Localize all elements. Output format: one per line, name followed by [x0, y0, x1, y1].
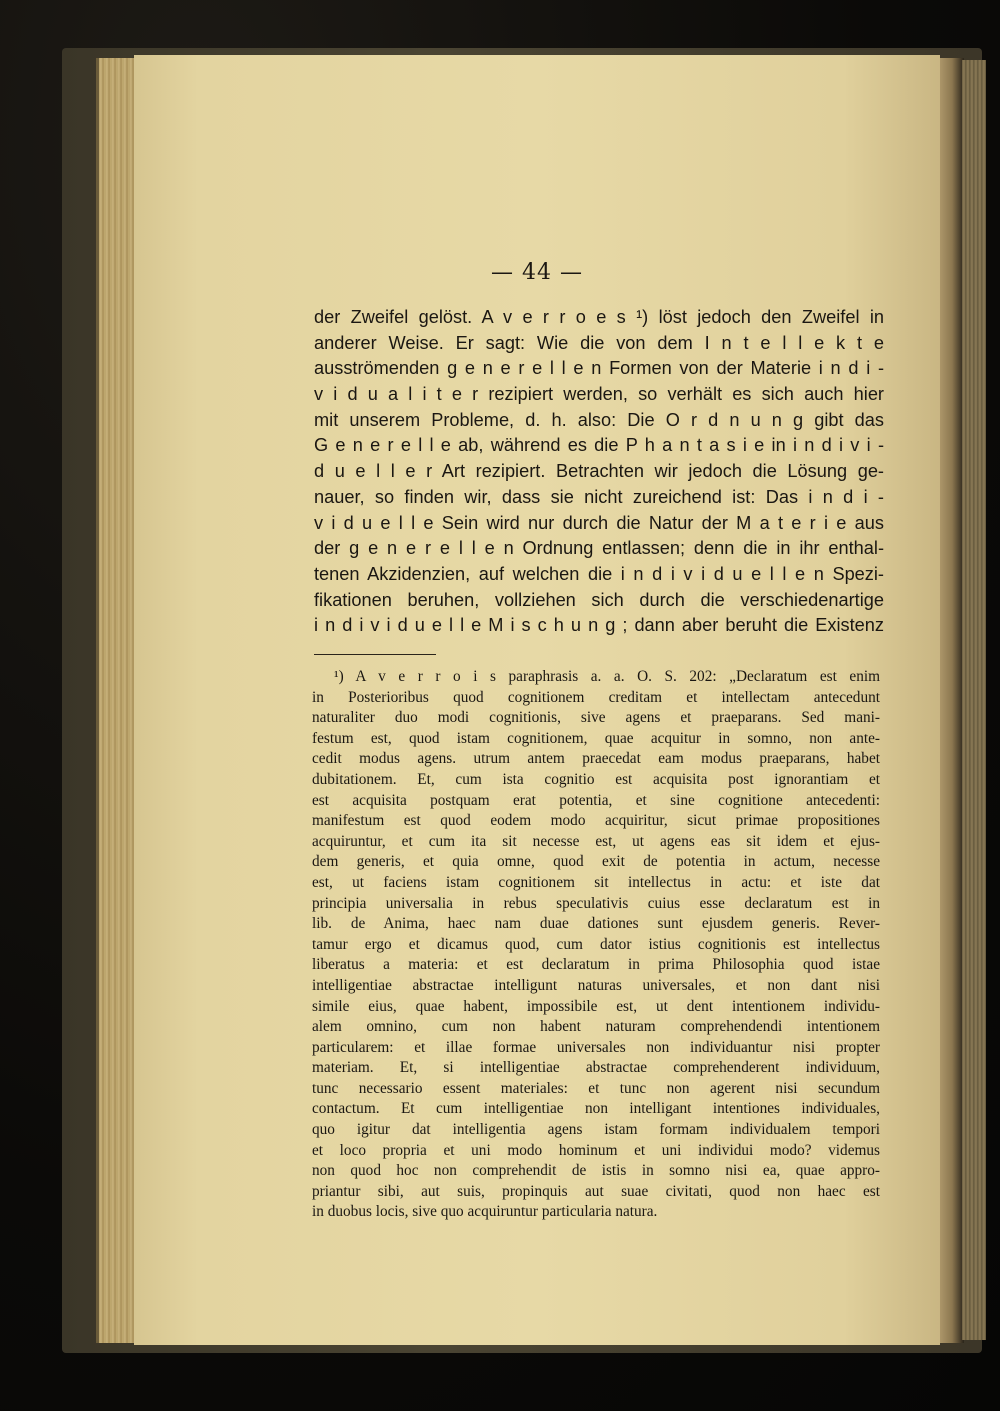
footnote-line: naturaliter duo modi cognitionis, sive agens et praeparans. Sed mani-: [312, 709, 880, 727]
footnote-line: dem generis, et quia omne, quod exit de potentia in actum, necesse: [312, 853, 880, 871]
page-number: — 44 —: [491, 260, 583, 285]
footnote-line: particularem: et illae formae universales non individuantur nisi propter: [312, 1038, 880, 1056]
footnote: [312, 667, 880, 1223]
footnote-line: et loco propria et uni modo hominum et uni individui modo? videmus: [312, 1141, 880, 1159]
text-line: der Zweifel gelöst. A v e r r o e s ¹) löst jedoch den Zweifel in: [314, 307, 884, 327]
footnote-line: priantur sibi, aut suis, propinquis aut suae civitati, quod non haec est: [312, 1182, 880, 1200]
footnote-line: est, ut faciens istam cognitionem sit intellectus in actu: et iste dat: [312, 873, 880, 891]
text-line: v i d u e l l e Sein wird nur durch die Natur der M a t e r i e aus: [314, 512, 884, 533]
footnote-line: ¹) A v e r r o i s paraphrasis a. a. O. S. 202: „Declaratum est enim: [334, 668, 880, 685]
footnote-line: principia universalia in rebus speculativis cuius esse declaratum est in: [312, 894, 880, 912]
page-edges-right: [962, 60, 986, 1340]
text-line: tenen Akzidenzien, auf welchen die i n d i v i d u e l l e n Spezi-: [314, 563, 884, 584]
footnote-line: materiam. Et, si intelligentiae abstractae comprehenderent individuum,: [312, 1059, 880, 1077]
text-line: v i d u a l i t e r rezipiert werden, so verhält es sich auch hier: [314, 384, 884, 405]
text-line: G e n e r e l l e ab, während es die P h a n t a s i e in i n d i v i -: [314, 435, 884, 456]
footnote-line: lib. de Anima, haec nam duae dationes sunt ejusdem generis. Rever-: [312, 915, 880, 933]
footnote-line: in duobus locis, sive quo acquiruntur particularia natura.: [312, 1203, 658, 1221]
footnote-line: cedit modus agens. utrum antem praecedat eam modus praeparans, habet: [312, 750, 880, 768]
page-edges-left: [96, 58, 139, 1343]
book-page: [134, 55, 940, 1345]
text-line: ausströmenden g e n e r e l l e n Formen von der Materie i n d i -: [314, 358, 884, 379]
footnote-line: festum est, quod istam cognitionem, quae acquitur in somno, non ante-: [312, 729, 880, 747]
text-line: fikationen beruhen, vollziehen sich durch die verschiedenartige: [314, 589, 884, 610]
footnote-line: tamur ergo et dicamus quod, cum dator istius cognitionis est intellectus: [312, 935, 880, 953]
main-text: [314, 305, 884, 639]
footnote-line: quo igitur dat intelligentia agens istam formam individualem tempori: [312, 1121, 880, 1139]
text-line: mit unserem Probleme, d. h. also: Die O r d n u n g gibt das: [314, 409, 884, 430]
text-line: der g e n e r e l l e n Ordnung entlassen; denn die in ihr enthal-: [314, 538, 884, 559]
text-line: d u e l l e r Art rezipiert. Betrachten wir jedoch die Lösung ge-: [314, 461, 884, 482]
footnote-line: liberatus a materia: et est declaratum in prima Philosophia quod istae: [312, 956, 880, 974]
footnote-line: tunc necessario essent materiales: et tunc non agerent nisi secundum: [312, 1079, 880, 1097]
footnote-line: dubitationem. Et, cum ista cognitio est acquisita post ignorantiam et: [312, 770, 880, 788]
footnote-rule: [314, 654, 436, 655]
footnote-line: alem omnino, cum non habent naturam comprehendendi intentionem: [312, 1018, 880, 1036]
footnote-line: est acquisita postquam erat potentia, et sine cognitione antecedenti:: [312, 791, 880, 809]
footnote-line: simile eius, quae habent, impossibile est, ut dent intentionem individu-: [312, 997, 880, 1015]
text-line: anderer Weise. Er sagt: Wie die von dem I n t e l l e k t e: [314, 332, 884, 353]
text-line: nauer, so finden wir, dass sie nicht zureichend ist: Das i n d i -: [314, 486, 884, 507]
footnote-line: in Posterioribus quod cognitionem creditam et intellectam antecedunt: [312, 688, 880, 706]
footnote-line: manifestum est quod eodem modo acquiritur, sicut primae propositiones: [312, 812, 880, 830]
footnote-line: intelligentiae abstractae intelligunt naturas universales, et non dant nisi: [312, 976, 880, 994]
text-line: i n d i v i d u e l l e M i s c h u n g ; dann aber beruht die Existenz: [314, 615, 884, 636]
footnote-line: non quod hoc non comprehendit de istis in somno nisi ea, quae appro-: [312, 1162, 880, 1180]
footnote-line: contactum. Et cum intelligentiae non intelligant intentiones individuales,: [312, 1100, 880, 1118]
footnote-line: acquiruntur, et cum ita sit necesse est, ut agens eas sit idem et ejus-: [312, 832, 880, 850]
